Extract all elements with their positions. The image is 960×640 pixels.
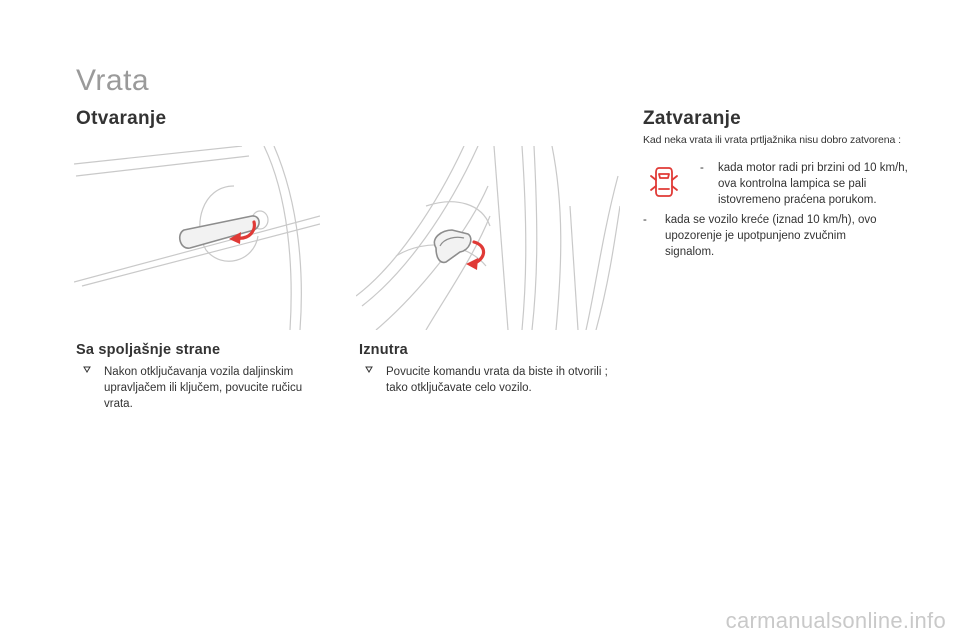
page-title: Vrata xyxy=(76,64,150,97)
outside-instruction xyxy=(82,364,322,412)
section-title-opening: Otvaranje xyxy=(76,108,167,129)
section-title-closing: Zatvaranje xyxy=(643,108,742,129)
dash-bullet: - xyxy=(700,162,704,174)
closing-intro: Kad neka vrata ili vrata prtljažnika nisu dobro zatvorena : xyxy=(643,134,901,146)
closing-item-1 xyxy=(700,160,914,208)
arrow-bullet-icon xyxy=(364,364,386,396)
closing-item-2 xyxy=(643,212,893,260)
site-watermark: carmanualsonline.info xyxy=(725,608,946,633)
arrow-bullet-icon xyxy=(82,364,104,412)
closing-item-text: kada motor radi pri brzini od 10 km/h, ova kontrolna lampica se pali istovremeno praćena porukom. xyxy=(718,162,908,206)
inside-handle-illustration xyxy=(356,146,620,330)
inside-instruction xyxy=(364,364,626,396)
dash-bullet: - xyxy=(643,214,647,226)
subtitle-inside: Iznutra xyxy=(359,342,408,358)
door-open-warning-icon xyxy=(648,165,680,199)
outside-handle-illustration xyxy=(74,146,320,330)
subtitle-outside: Sa spoljašnje strane xyxy=(76,342,221,358)
inside-instruction-text: Povucite komandu vrata da biste ih otvorili ; tako otključavate celo vozilo. xyxy=(386,366,608,394)
outside-instruction-text: Nakon otključavanja vozila daljinskim upravljačem ili ključem, povucite ručicu vrata. xyxy=(104,366,303,410)
closing-item-text: kada se vozilo kreće (iznad 10 km/h), ovo upozorenje je upotpunjeno zvučnim signalom. xyxy=(665,214,877,258)
